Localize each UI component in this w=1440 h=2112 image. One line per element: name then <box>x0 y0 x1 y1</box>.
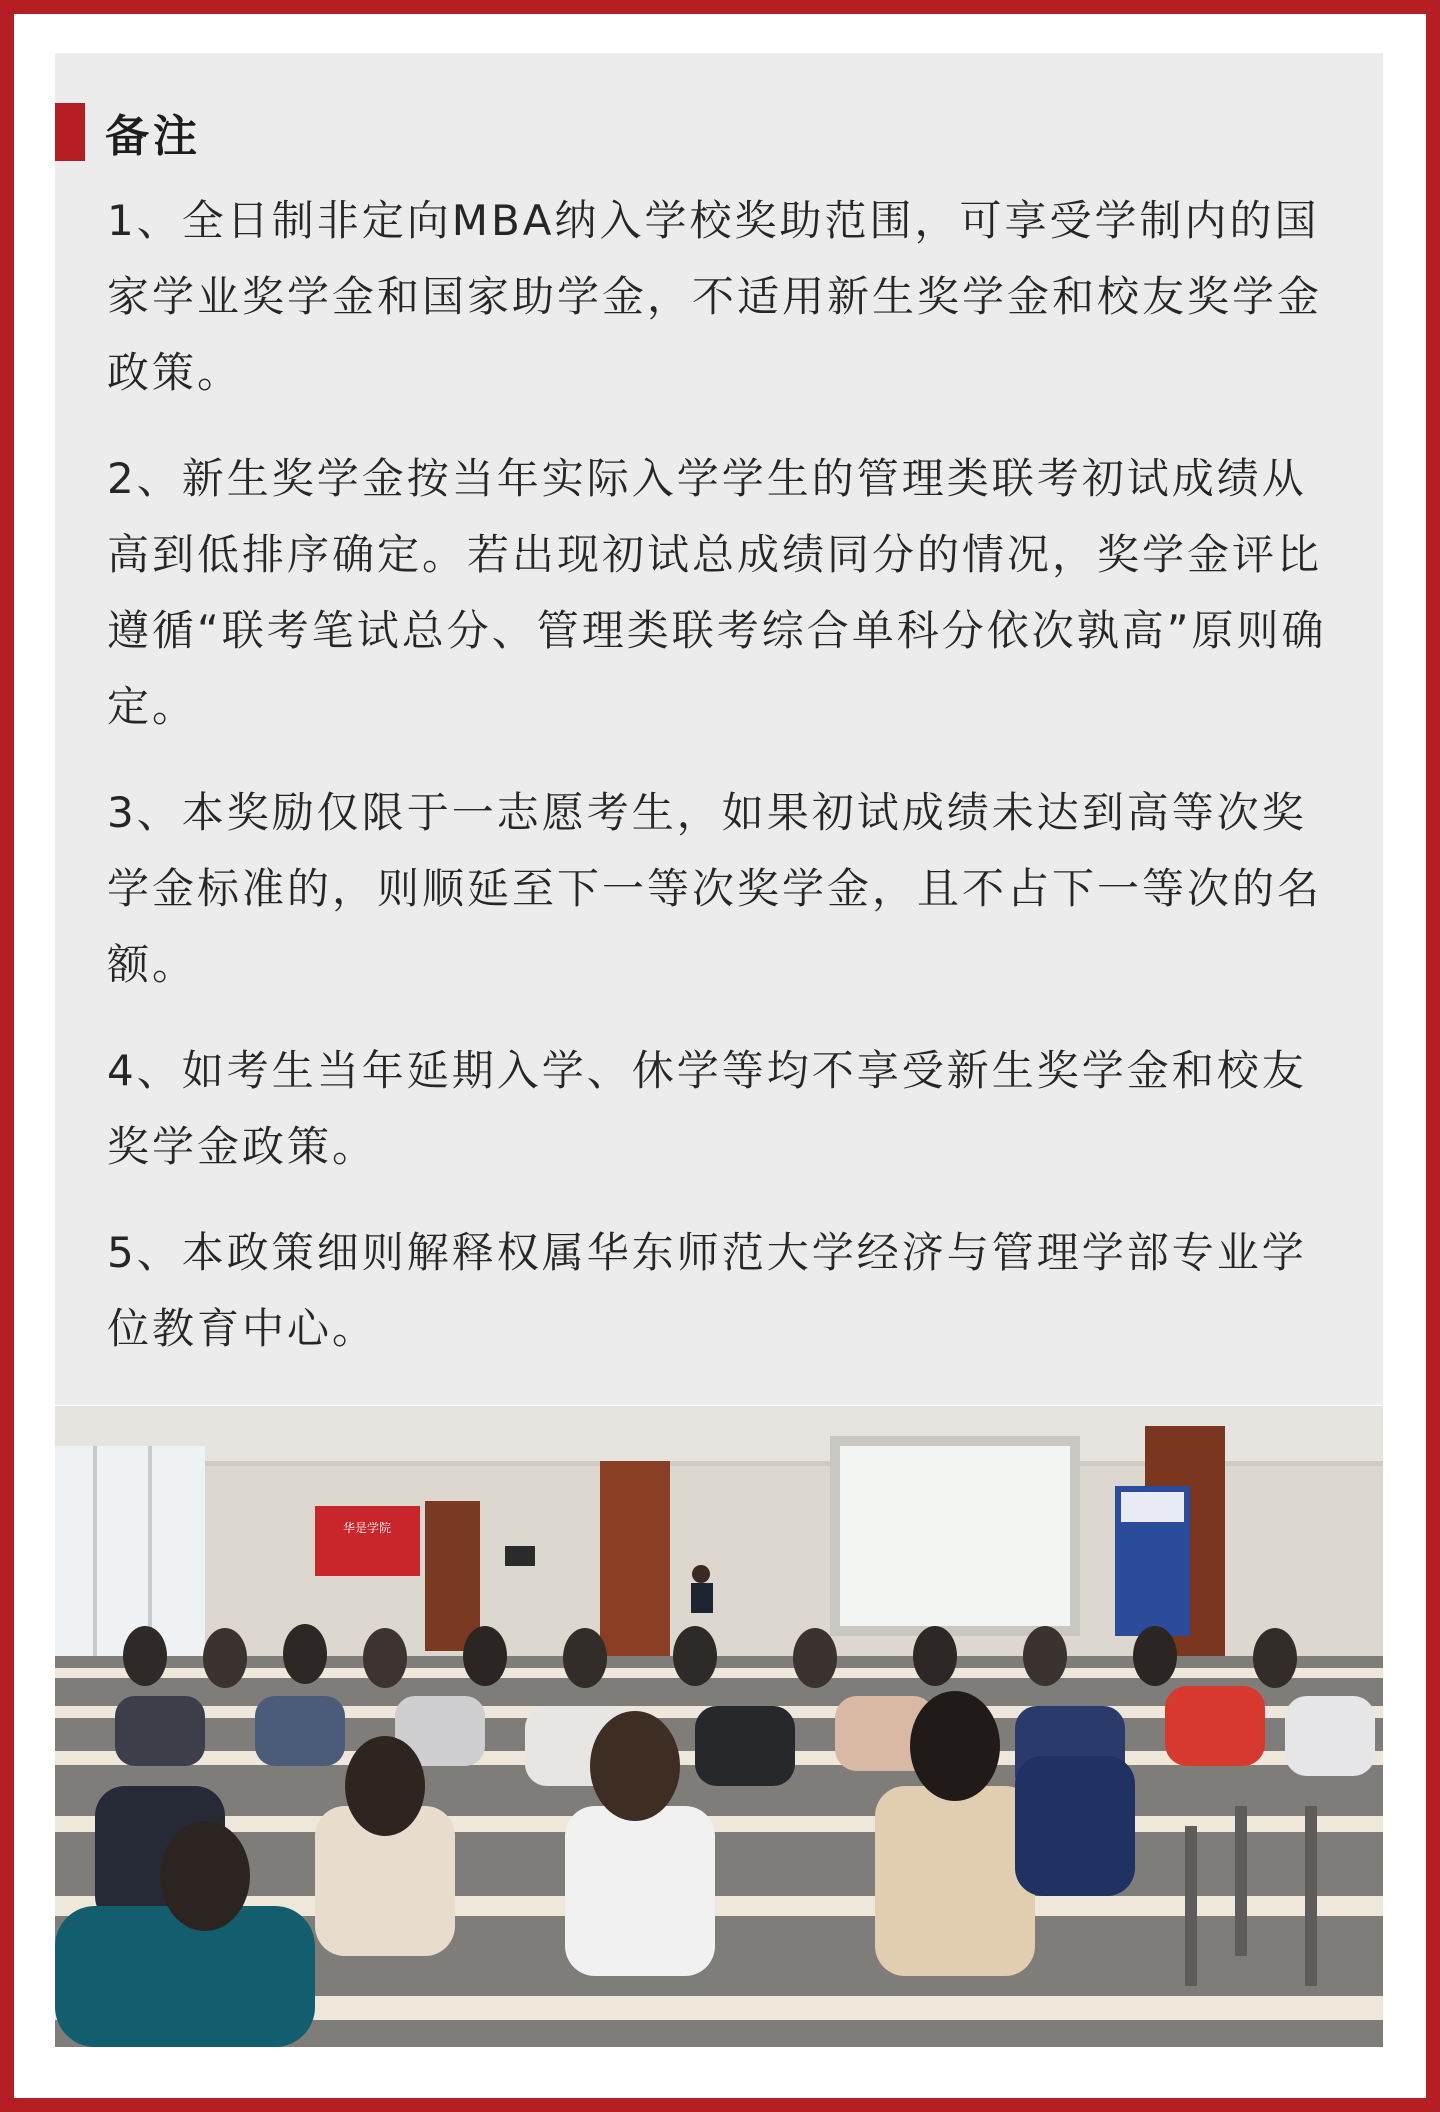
classroom-photo <box>55 1406 1383 2047</box>
section-heading <box>55 103 201 161</box>
notes-panel <box>55 53 1383 1405</box>
banner-text: 华是学院 <box>342 1521 392 1535</box>
note-item-5: 5、本政策细则解释权属华东师范大学经济与管理学部专业学位教育中心。 <box>107 1228 1307 1353</box>
note-item-4: 4、如考生当年延期入学、休学等均不享受新生奖学金和校友奖学金政策。 <box>107 1046 1307 1171</box>
note-item-2: 2、新生奖学金按当年实际入学学生的管理类联考初试成绩从高到低排序确定。若出现初试总成绩同分的情况，奖学金评比遵循“联考笔试总分、管理类联考综合单科分依次孰高”原则确定。 <box>107 454 1327 731</box>
notes-list <box>107 183 1347 1397</box>
section-accent-bar <box>55 103 85 161</box>
section-title: 备注 <box>105 111 201 162</box>
note-item-1: 1、全日制非定向MBA纳入学校奖助范围，可享受学制内的国家学业奖学金和国家助学金，不适用新生奖学金和校友奖学金政策。 <box>107 196 1323 397</box>
note-item-3: 3、本奖励仅限于一志愿考生，如果初试成绩未达到高等次奖学金标准的，则顺延至下一等次奖学金，且不占下一等次的名额。 <box>107 788 1323 989</box>
